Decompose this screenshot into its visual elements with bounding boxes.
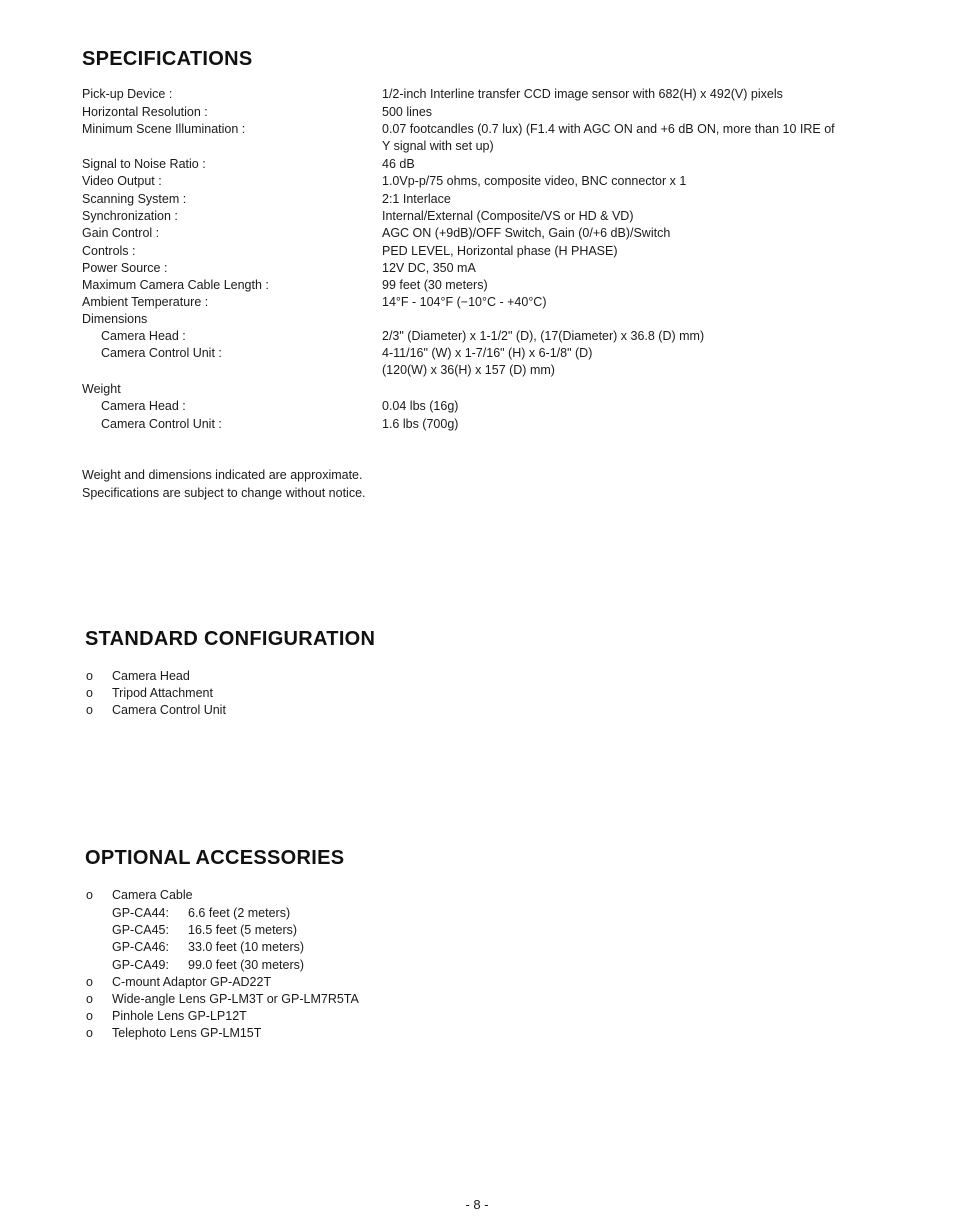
- bullet-marker: o: [86, 703, 93, 717]
- spec-value: 1.6 lbs (700g): [382, 417, 459, 431]
- spec-label: Camera Control Unit :: [101, 346, 222, 360]
- spec-label: Dimensions: [82, 312, 148, 326]
- spec-label: Signal to Noise Ratio :: [82, 157, 206, 171]
- bullet-marker: o: [86, 686, 93, 700]
- spec-label: Ambient Temperature :: [82, 295, 209, 309]
- cable-length: 99.0 feet (30 meters): [188, 958, 305, 972]
- spec-value: 14°F - 104°F (−10°C - +40°C): [382, 295, 547, 309]
- spec-label: Video Output :: [82, 174, 162, 188]
- spec-value: 46 dB: [382, 157, 415, 171]
- list-item-text: Camera Cable: [112, 888, 193, 902]
- bullet-marker: o: [86, 669, 93, 683]
- list-item-text: C-mount Adaptor GP-AD22T: [112, 975, 272, 989]
- cable-length: 16.5 feet (5 meters): [188, 923, 298, 937]
- spec-note: Specifications are subject to change without notice.: [82, 486, 366, 500]
- spec-value: 500 lines: [382, 105, 433, 119]
- spec-value: 0.07 footcandles (0.7 lux) (F1.4 with AGC ON and +6 dB ON, more than 10 IRE of: [382, 122, 835, 136]
- spec-value: 1.0Vp-p/75 ohms, composite video, BNC connector x 1: [382, 174, 687, 188]
- list-item-text: Camera Head: [112, 669, 190, 683]
- bullet-marker: o: [86, 992, 93, 1006]
- spec-value: PED LEVEL, Horizontal phase (H PHASE): [382, 244, 618, 258]
- optional-accessories-heading: OPTIONAL ACCESSORIES: [85, 847, 345, 869]
- spec-label: Power Source :: [82, 261, 168, 275]
- bullet-marker: o: [86, 888, 93, 902]
- spec-label: Horizontal Resolution :: [82, 105, 208, 119]
- spec-value: 2:1 Interlace: [382, 192, 451, 206]
- spec-value: (120(W) x 36(H) x 157 (D) mm): [382, 363, 555, 377]
- spec-label: Pick-up Device :: [82, 87, 173, 101]
- bullet-marker: o: [86, 1026, 93, 1040]
- spec-label: Camera Control Unit :: [101, 417, 222, 431]
- spec-value: 0.04 lbs (16g): [382, 399, 459, 413]
- spec-value: 99 feet (30 meters): [382, 278, 488, 292]
- list-item-text: Wide-angle Lens GP-LM3T or GP-LM7R5TA: [112, 992, 359, 1006]
- spec-label: Scanning System :: [82, 192, 187, 206]
- list-item-text: Telephoto Lens GP-LM15T: [112, 1026, 262, 1040]
- cable-model: GP-CA46:: [112, 940, 169, 954]
- spec-value: Internal/External (Composite/VS or HD & VD): [382, 209, 634, 223]
- bullet-marker: o: [86, 1009, 93, 1023]
- spec-label: Synchronization :: [82, 209, 178, 223]
- spec-value: 4-11/16" (W) x 1-7/16" (H) x 6-1/8" (D): [382, 346, 593, 360]
- spec-label: Controls :: [82, 244, 136, 258]
- list-item-text: Tripod Attachment: [112, 686, 213, 700]
- specifications-heading: SPECIFICATIONS: [82, 48, 253, 70]
- list-item-text: Camera Control Unit: [112, 703, 226, 717]
- spec-value: AGC ON (+9dB)/OFF Switch, Gain (0/+6 dB)/Switch: [382, 226, 671, 240]
- spec-value: 12V DC, 350 mA: [382, 261, 476, 275]
- spec-label: Gain Control :: [82, 226, 160, 240]
- standard-configuration-heading: STANDARD CONFIGURATION: [85, 628, 376, 650]
- spec-label: Maximum Camera Cable Length :: [82, 278, 269, 292]
- bullet-marker: o: [86, 975, 93, 989]
- spec-note: Weight and dimensions indicated are approximate.: [82, 468, 363, 482]
- spec-value: 1/2-inch Interline transfer CCD image sensor with 682(H) x 492(V) pixels: [382, 87, 783, 101]
- spec-value: 2/3" (Diameter) x 1-1/2" (D), (17(Diameter) x 36.8 (D) mm): [382, 329, 705, 343]
- cable-length: 6.6 feet (2 meters): [188, 906, 291, 920]
- cable-model: GP-CA45:: [112, 923, 169, 937]
- cable-model: GP-CA44:: [112, 906, 169, 920]
- spec-label: Camera Head :: [101, 399, 186, 413]
- spec-label: Weight: [82, 382, 121, 396]
- cable-model: GP-CA49:: [112, 958, 169, 972]
- list-item-text: Pinhole Lens GP-LP12T: [112, 1009, 247, 1023]
- spec-label: Camera Head :: [101, 329, 186, 343]
- spec-value: Y signal with set up): [382, 139, 494, 153]
- spec-label: Minimum Scene Illumination :: [82, 122, 246, 136]
- cable-length: 33.0 feet (10 meters): [188, 940, 305, 954]
- page-number: - 8 -: [465, 1197, 489, 1212]
